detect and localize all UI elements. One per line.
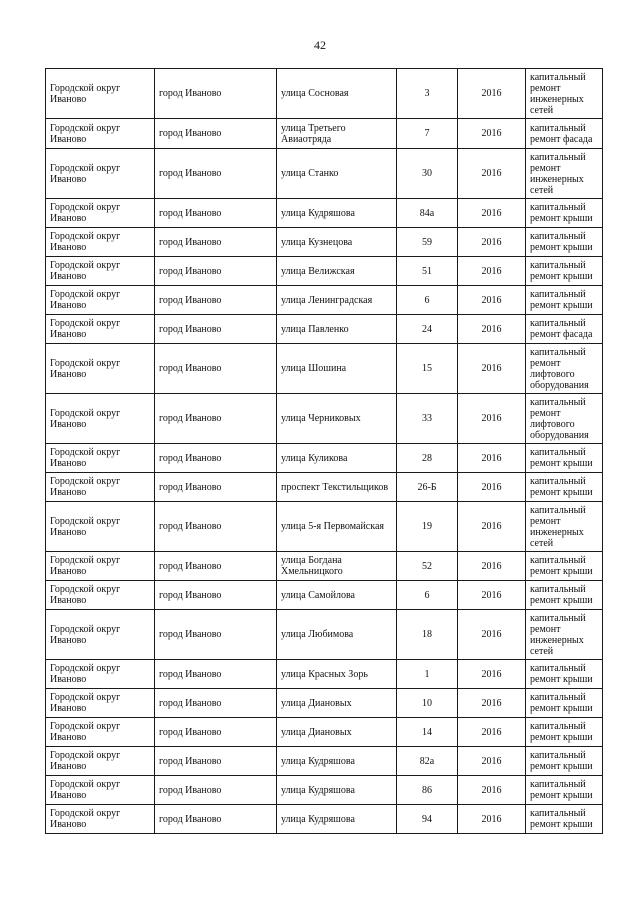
street-cell: улица Павленко [277,315,397,344]
year-cell: 2016 [458,119,526,149]
year-cell: 2016 [458,286,526,315]
work-type-cell: капитальный ремонт инженерных сетей [526,502,603,552]
house-number-cell: 1 [397,660,458,689]
city-cell: город Иваново [155,69,277,119]
year-cell: 2016 [458,689,526,718]
work-type-cell: капитальный ремонт крыши [526,689,603,718]
work-type-cell: капитальный ремонт крыши [526,581,603,610]
city-cell: город Иваново [155,718,277,747]
house-number-cell: 86 [397,776,458,805]
work-type-cell: капитальный ремонт лифтового оборудования [526,344,603,394]
year-cell: 2016 [458,257,526,286]
year-cell: 2016 [458,69,526,119]
table-row [46,805,603,834]
work-type-cell: капитальный ремонт крыши [526,805,603,834]
table-row [46,444,603,473]
page-number: 42 [314,38,326,52]
city-cell: город Иваново [155,315,277,344]
house-number-cell: 59 [397,228,458,257]
year-cell: 2016 [458,502,526,552]
street-cell: улица Красных Зорь [277,660,397,689]
house-number-cell: 18 [397,610,458,660]
table-row [46,581,603,610]
table-row [46,199,603,228]
house-number-cell: 19 [397,502,458,552]
table-row [46,257,603,286]
street-cell: улица Велижская [277,257,397,286]
work-type-cell: капитальный ремонт лифтового оборудования [526,394,603,444]
house-number-cell: 30 [397,149,458,199]
repair-program-table [45,68,603,834]
municipality-cell: Городской округ Иваново [46,315,155,344]
year-cell: 2016 [458,394,526,444]
table-row [46,610,603,660]
city-cell: город Иваново [155,552,277,581]
table-row [46,660,603,689]
municipality-cell: Городской округ Иваново [46,718,155,747]
municipality-cell: Городской округ Иваново [46,444,155,473]
table-row [46,286,603,315]
year-cell: 2016 [458,444,526,473]
city-cell: город Иваново [155,689,277,718]
work-type-cell: капитальный ремонт фасада [526,119,603,149]
municipality-cell: Городской округ Иваново [46,610,155,660]
street-cell: улица Сосновая [277,69,397,119]
table-row [46,747,603,776]
house-number-cell: 24 [397,315,458,344]
municipality-cell: Городской округ Иваново [46,660,155,689]
house-number-cell: 26-Б [397,473,458,502]
street-cell: улица Кудряшова [277,805,397,834]
municipality-cell: Городской округ Иваново [46,286,155,315]
municipality-cell: Городской округ Иваново [46,473,155,502]
work-type-cell: капитальный ремонт крыши [526,199,603,228]
city-cell: город Иваново [155,473,277,502]
work-type-cell: капитальный ремонт крыши [526,444,603,473]
work-type-cell: капитальный ремонт крыши [526,776,603,805]
municipality-cell: Городской округ Иваново [46,257,155,286]
house-number-cell: 28 [397,444,458,473]
city-cell: город Иваново [155,119,277,149]
city-cell: город Иваново [155,660,277,689]
year-cell: 2016 [458,315,526,344]
table-row [46,689,603,718]
table-row [46,502,603,552]
municipality-cell: Городской округ Иваново [46,394,155,444]
year-cell: 2016 [458,776,526,805]
city-cell: город Иваново [155,444,277,473]
table-row [46,473,603,502]
year-cell: 2016 [458,805,526,834]
city-cell: город Иваново [155,805,277,834]
house-number-cell: 94 [397,805,458,834]
work-type-cell: капитальный ремонт крыши [526,718,603,747]
street-cell: улица Ленинградская [277,286,397,315]
city-cell: город Иваново [155,257,277,286]
city-cell: город Иваново [155,149,277,199]
year-cell: 2016 [458,581,526,610]
year-cell: 2016 [458,660,526,689]
table-row [46,776,603,805]
city-cell: город Иваново [155,502,277,552]
work-type-cell: капитальный ремонт крыши [526,747,603,776]
street-cell: улица Кудряшова [277,747,397,776]
year-cell: 2016 [458,610,526,660]
house-number-cell: 6 [397,581,458,610]
house-number-cell: 52 [397,552,458,581]
street-cell: улица Богдана Хмельницкого [277,552,397,581]
municipality-cell: Городской округ Иваново [46,149,155,199]
street-cell: улица Черниковых [277,394,397,444]
city-cell: город Иваново [155,199,277,228]
table-row [46,394,603,444]
municipality-cell: Городской округ Иваново [46,69,155,119]
municipality-cell: Городской округ Иваново [46,581,155,610]
year-cell: 2016 [458,718,526,747]
street-cell: улица 5-я Первомайская [277,502,397,552]
municipality-cell: Городской округ Иваново [46,776,155,805]
municipality-cell: Городской округ Иваново [46,119,155,149]
street-cell: улица Кузнецова [277,228,397,257]
year-cell: 2016 [458,747,526,776]
work-type-cell: капитальный ремонт крыши [526,228,603,257]
house-number-cell: 82а [397,747,458,776]
year-cell: 2016 [458,473,526,502]
work-type-cell: капитальный ремонт инженерных сетей [526,69,603,119]
work-type-cell: капитальный ремонт крыши [526,473,603,502]
municipality-cell: Городской округ Иваново [46,502,155,552]
house-number-cell: 7 [397,119,458,149]
house-number-cell: 3 [397,69,458,119]
city-cell: город Иваново [155,394,277,444]
city-cell: город Иваново [155,581,277,610]
street-cell: улица Любимова [277,610,397,660]
year-cell: 2016 [458,199,526,228]
city-cell: город Иваново [155,228,277,257]
house-number-cell: 33 [397,394,458,444]
municipality-cell: Городской округ Иваново [46,552,155,581]
table-row [46,315,603,344]
street-cell: улица Кудряшова [277,776,397,805]
table-row [46,344,603,394]
city-cell: город Иваново [155,776,277,805]
street-cell: улица Самойлова [277,581,397,610]
street-cell: улица Шошина [277,344,397,394]
house-number-cell: 51 [397,257,458,286]
city-cell: город Иваново [155,610,277,660]
street-cell: улица Станко [277,149,397,199]
house-number-cell: 10 [397,689,458,718]
house-number-cell: 84а [397,199,458,228]
house-number-cell: 6 [397,286,458,315]
municipality-cell: Городской округ Иваново [46,747,155,776]
municipality-cell: Городской округ Иваново [46,228,155,257]
work-type-cell: капитальный ремонт инженерных сетей [526,149,603,199]
street-cell: улица Диановых [277,718,397,747]
work-type-cell: капитальный ремонт крыши [526,257,603,286]
street-cell: улица Кудряшова [277,199,397,228]
municipality-cell: Городской округ Иваново [46,689,155,718]
work-type-cell: капитальный ремонт фасада [526,315,603,344]
table-row [46,552,603,581]
year-cell: 2016 [458,344,526,394]
street-cell: улица Диановых [277,689,397,718]
municipality-cell: Городской округ Иваново [46,199,155,228]
work-type-cell: капитальный ремонт крыши [526,552,603,581]
table-row [46,149,603,199]
table-row [46,119,603,149]
street-cell: улица Третьего Авиаотряда [277,119,397,149]
house-number-cell: 14 [397,718,458,747]
year-cell: 2016 [458,552,526,581]
table-row [46,718,603,747]
year-cell: 2016 [458,228,526,257]
street-cell: проспект Текстильщиков [277,473,397,502]
year-cell: 2016 [458,149,526,199]
municipality-cell: Городской округ Иваново [46,344,155,394]
table-row [46,228,603,257]
city-cell: город Иваново [155,344,277,394]
municipality-cell: Городской округ Иваново [46,805,155,834]
street-cell: улица Куликова [277,444,397,473]
city-cell: город Иваново [155,286,277,315]
house-number-cell: 15 [397,344,458,394]
table-body [46,69,603,834]
work-type-cell: капитальный ремонт инженерных сетей [526,610,603,660]
work-type-cell: капитальный ремонт крыши [526,660,603,689]
work-type-cell: капитальный ремонт крыши [526,286,603,315]
table-row [46,69,603,119]
city-cell: город Иваново [155,747,277,776]
